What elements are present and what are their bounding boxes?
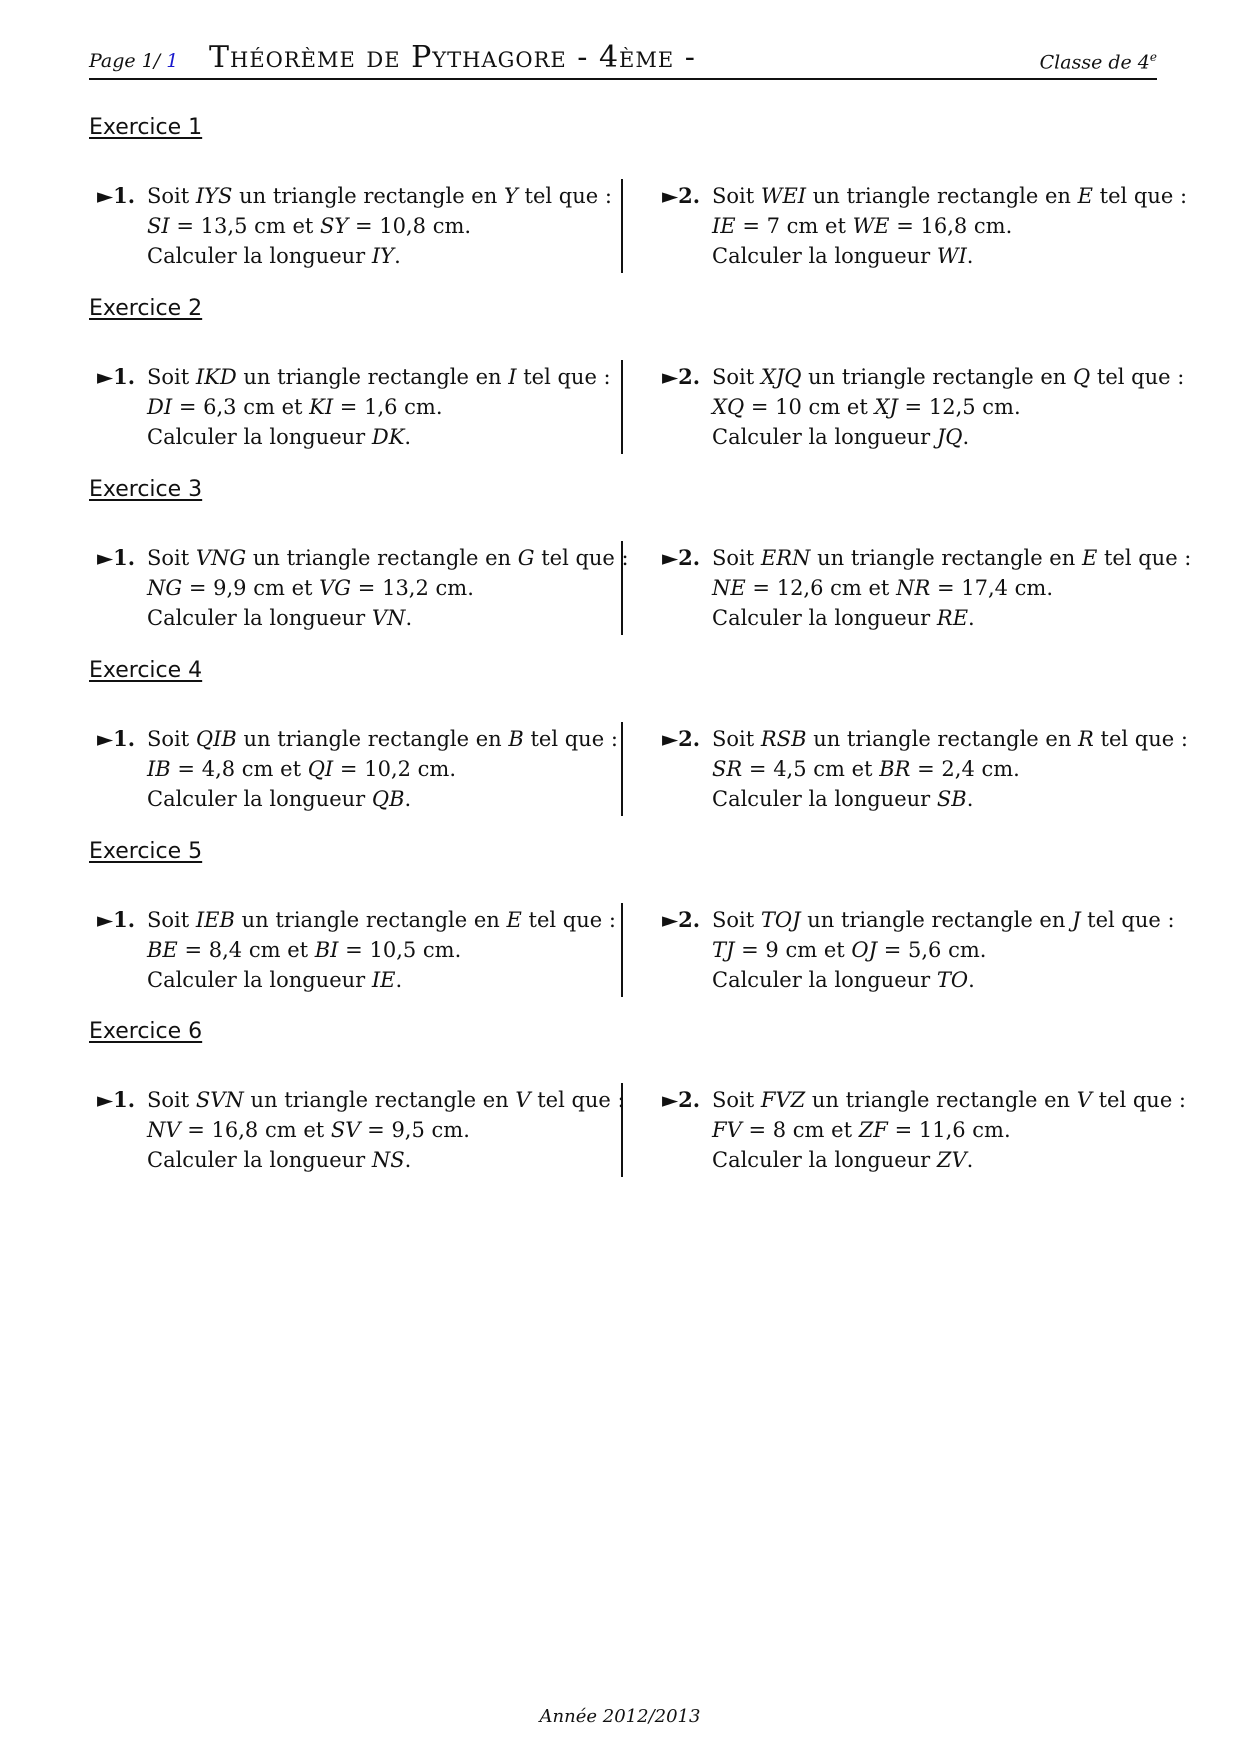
side-1-value: 4,8 cm — [201, 757, 274, 781]
side-1-value: 10 cm — [775, 395, 841, 419]
question-line-2: SR = 4,5 cm et BR = 2,4 cm. — [712, 757, 1020, 781]
column-divider — [621, 722, 623, 816]
side-1: IE — [712, 214, 736, 238]
exercise-title: Exercice 5 — [89, 839, 203, 864]
question-line-3: Calculer la longueur IY. — [147, 244, 401, 268]
question-line-2: NV = 16,8 cm et SV = 9,5 cm. — [147, 1118, 470, 1142]
side-1: TJ — [712, 938, 735, 962]
triangle-name: TOJ — [760, 908, 801, 932]
side-1-value: 7 cm — [766, 214, 819, 238]
question-marker: ►2. — [662, 364, 701, 389]
side-2: BI — [314, 938, 339, 962]
side-2-value: 13,2 cm — [382, 576, 468, 600]
triangle-name: RSB — [760, 727, 807, 751]
exercise-block — [89, 296, 1185, 486]
side-1: XQ — [712, 395, 745, 419]
side-1-value: 6,3 cm — [203, 395, 275, 419]
question-text — [712, 1085, 1186, 1175]
side-1-value: 16,8 cm — [211, 1118, 297, 1142]
question-marker: ►1. — [97, 726, 136, 751]
question-line-2: XQ = 10 cm et XJ = 12,5 cm. — [712, 395, 1021, 419]
question-line-1: Soit IEB un triangle rectangle en E tel que : — [147, 908, 616, 932]
target-side: IE — [371, 968, 396, 992]
side-2: BR — [879, 757, 911, 781]
side-1: NE — [712, 576, 746, 600]
question-line-2: NG = 9,9 cm et VG = 13,2 cm. — [147, 576, 474, 600]
question-line-1: Soit WEI un triangle rectangle en E tel que : — [712, 184, 1188, 208]
side-2: OJ — [851, 938, 878, 962]
question-line-2: NE = 12,6 cm et NR = 17,4 cm. — [712, 576, 1054, 600]
exercise-block — [89, 658, 1188, 848]
side-1-value: 4,5 cm — [773, 757, 845, 781]
side-1: DI — [147, 395, 173, 419]
question-line-1: Soit IYS un triangle rectangle en Y tel que : — [147, 184, 612, 208]
question-line-2: IE = 7 cm et WE = 16,8 cm. — [712, 214, 1013, 238]
triangle-name: IYS — [195, 184, 233, 208]
side-1-value: 9 cm — [765, 938, 818, 962]
target-side: ZV — [936, 1148, 967, 1172]
question-text — [712, 181, 1187, 271]
exercise-block — [89, 839, 1175, 1029]
side-2-value: 2,4 cm — [941, 757, 1014, 781]
question-marker: ►1. — [97, 364, 136, 389]
column-divider — [621, 179, 623, 273]
question-marker: ►2. — [662, 907, 701, 932]
side-2-value: 10,2 cm — [364, 757, 450, 781]
question-marker: ►1. — [97, 183, 136, 208]
question-line-2: FV = 8 cm et ZF = 11,6 cm. — [712, 1118, 1011, 1142]
exercise-title: Exercice 6 — [89, 1019, 203, 1044]
side-1: SR — [712, 757, 743, 781]
side-2-value: 10,5 cm — [369, 938, 455, 962]
question-marker: ►1. — [97, 545, 136, 570]
document-title: Théorème de Pythagore - 4ème - — [209, 40, 696, 75]
question-line-2: SI = 13,5 cm et SY = 10,8 cm. — [147, 214, 472, 238]
triangle-name: FVZ — [760, 1088, 806, 1112]
page-number: Page 1/ 1 — [89, 50, 179, 72]
class-label: Classe de 4e — [1039, 50, 1157, 74]
question-line-1: Soit IKD un triangle rectangle en I tel que : — [147, 365, 611, 389]
exercise-title: Exercice 1 — [89, 115, 203, 140]
question-text — [712, 724, 1188, 814]
question-marker: ►2. — [662, 545, 701, 570]
question-line-1: Soit TOJ un triangle rectangle en J tel que : — [712, 908, 1175, 932]
right-angle-vertex: Q — [1073, 365, 1091, 389]
right-angle-vertex: V — [1076, 1088, 1092, 1112]
side-2: VG — [319, 576, 352, 600]
side-2-value: 17,4 cm — [961, 576, 1047, 600]
question-text — [147, 1085, 625, 1175]
right-angle-vertex: I — [508, 365, 517, 389]
question-marker: ►2. — [662, 183, 701, 208]
target-side: JQ — [936, 425, 963, 449]
right-angle-vertex: V — [515, 1088, 531, 1112]
exercise-title: Exercice 4 — [89, 658, 203, 683]
question-line-1: Soit XJQ un triangle rectangle en Q tel que : — [712, 365, 1185, 389]
right-angle-vertex: E — [1077, 184, 1093, 208]
triangle-name: SVN — [195, 1088, 244, 1112]
question-line-3: Calculer la longueur WI. — [712, 244, 974, 268]
question-text — [147, 905, 616, 995]
column-divider — [621, 360, 623, 454]
question-text — [147, 181, 612, 271]
side-1: BE — [147, 938, 178, 962]
exercise-title: Exercice 3 — [89, 477, 203, 502]
exercise-block — [89, 1019, 1186, 1209]
question-line-3: Calculer la longueur TO. — [712, 968, 975, 992]
triangle-name: WEI — [760, 184, 807, 208]
target-side: VN — [371, 606, 406, 630]
right-angle-vertex: E — [1081, 546, 1098, 570]
right-angle-vertex: Y — [503, 184, 518, 208]
side-2: WE — [852, 214, 890, 238]
right-angle-vertex: J — [1072, 908, 1081, 932]
question-line-2: TJ = 9 cm et OJ = 5,6 cm. — [712, 938, 987, 962]
triangle-name: ERN — [760, 546, 811, 570]
right-angle-vertex: R — [1078, 727, 1094, 751]
question-line-3: Calculer la longueur NS. — [147, 1148, 412, 1172]
target-side: TO — [936, 968, 969, 992]
question-line-3: Calculer la longueur RE. — [712, 606, 975, 630]
side-2: XJ — [874, 395, 898, 419]
question-line-1: Soit SVN un triangle rectangle en V tel que : — [147, 1088, 625, 1112]
side-1-value: 8 cm — [772, 1118, 825, 1142]
side-1-value: 8,4 cm — [208, 938, 281, 962]
triangle-name: XJQ — [760, 365, 802, 389]
side-2: SY — [320, 214, 349, 238]
target-side: WI — [936, 244, 967, 268]
question-text — [712, 543, 1191, 633]
question-line-1: Soit QIB un triangle rectangle en B tel que : — [147, 727, 618, 751]
side-1: FV — [712, 1118, 742, 1142]
question-marker: ►1. — [97, 907, 136, 932]
question-line-1: Soit RSB un triangle rectangle en R tel que : — [712, 727, 1188, 751]
question-line-3: Calculer la longueur ZV. — [712, 1148, 974, 1172]
right-angle-vertex: G — [517, 546, 535, 570]
target-side: QB — [371, 787, 405, 811]
side-2-value: 16,8 cm — [920, 214, 1006, 238]
side-1: IB — [147, 757, 171, 781]
side-2-value: 1,6 cm — [364, 395, 436, 419]
side-1: NG — [147, 576, 183, 600]
question-text — [147, 362, 611, 452]
exercise-block — [89, 115, 1188, 305]
triangle-name: VNG — [195, 546, 247, 570]
question-text — [147, 724, 618, 814]
target-side: SB — [936, 787, 967, 811]
side-2-value: 5,6 cm — [908, 938, 980, 962]
exercise-title: Exercice 2 — [89, 296, 203, 321]
side-2-value: 9,5 cm — [391, 1118, 464, 1142]
side-2-value: 11,6 cm — [918, 1118, 1004, 1142]
question-line-2: BE = 8,4 cm et BI = 10,5 cm. — [147, 938, 462, 962]
question-text — [147, 543, 629, 633]
side-2-value: 10,8 cm — [379, 214, 465, 238]
target-side: IY — [371, 244, 395, 268]
side-2-value: 12,5 cm — [928, 395, 1014, 419]
target-side: NS — [371, 1148, 405, 1172]
exercise-block — [89, 477, 1192, 667]
side-1-value: 13,5 cm — [200, 214, 286, 238]
question-line-1: Soit VNG un triangle rectangle en G tel que : — [147, 546, 629, 570]
question-line-1: Soit FVZ un triangle rectangle en V tel que : — [712, 1088, 1186, 1112]
question-text — [712, 362, 1184, 452]
question-line-3: Calculer la longueur VN. — [147, 606, 413, 630]
question-line-3: Calculer la longueur SB. — [712, 787, 974, 811]
side-1-value: 9,9 cm — [213, 576, 285, 600]
side-2: ZF — [858, 1118, 888, 1142]
target-side: RE — [936, 606, 969, 630]
target-side: DK — [371, 425, 405, 449]
question-marker: ►2. — [662, 726, 701, 751]
question-marker: ►2. — [662, 1087, 701, 1112]
side-2: SV — [330, 1118, 361, 1142]
question-line-3: Calculer la longueur DK. — [147, 425, 412, 449]
question-line-1: Soit ERN un triangle rectangle en E tel que : — [712, 546, 1192, 570]
triangle-name: QIB — [195, 727, 237, 751]
side-2: KI — [309, 395, 334, 419]
triangle-name: IKD — [195, 365, 237, 389]
question-text — [712, 905, 1175, 995]
question-line-2: IB = 4,8 cm et QI = 10,2 cm. — [147, 757, 457, 781]
side-1-value: 12,6 cm — [776, 576, 862, 600]
column-divider — [621, 903, 623, 997]
side-1: SI — [147, 214, 170, 238]
side-2: NR — [896, 576, 931, 600]
question-marker: ►1. — [97, 1087, 136, 1112]
question-line-3: Calculer la longueur QB. — [147, 787, 412, 811]
side-1: NV — [147, 1118, 181, 1142]
page-header — [89, 36, 1157, 80]
question-line-2: DI = 6,3 cm et KI = 1,6 cm. — [147, 395, 443, 419]
question-line-3: Calculer la longueur JQ. — [712, 425, 970, 449]
page-footer: Année 2012/2013 — [539, 1706, 701, 1727]
page-total-link[interactable]: 1 — [166, 50, 179, 72]
right-angle-vertex: B — [508, 727, 524, 751]
right-angle-vertex: E — [506, 908, 522, 932]
question-line-3: Calculer la longueur IE. — [147, 968, 403, 992]
triangle-name: IEB — [195, 908, 235, 932]
side-2: QI — [307, 757, 334, 781]
